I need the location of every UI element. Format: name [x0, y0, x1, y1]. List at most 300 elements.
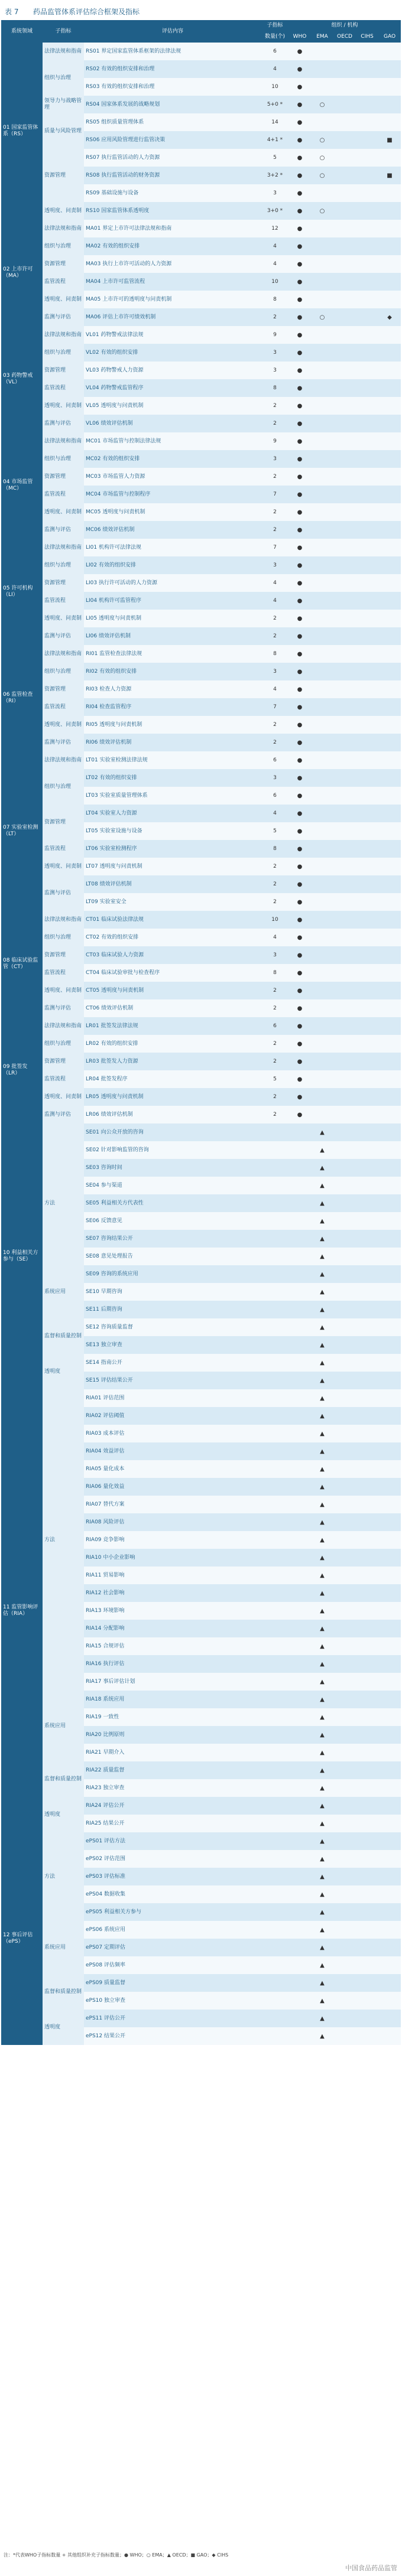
body-mark-cell: [378, 1584, 401, 1602]
count-cell: 5: [261, 1070, 288, 1088]
count-cell: 3: [261, 184, 288, 202]
body-mark-cell: [333, 1744, 356, 1761]
count-cell: 8: [261, 645, 288, 663]
body-mark-cell: [333, 1318, 356, 1336]
count-cell: [261, 1265, 288, 1283]
body-mark-cell: [356, 999, 378, 1017]
table-row: [1, 379, 401, 397]
body-mark-cell: [311, 982, 333, 999]
body-mark-cell: [311, 220, 333, 237]
body-mark-cell: ●: [288, 344, 311, 362]
table-row: [1, 96, 401, 113]
system-cell: 07 实验室检测（LT）: [1, 751, 43, 911]
count-cell: [261, 1354, 288, 1372]
body-mark-cell: [378, 610, 401, 627]
body-mark-cell: [356, 2010, 378, 2027]
body-mark-cell: ▲: [311, 1549, 333, 1567]
body-mark-cell: [333, 503, 356, 521]
count-cell: 4: [261, 805, 288, 822]
body-mark-cell: ●: [288, 96, 311, 113]
body-mark-cell: [333, 1159, 356, 1177]
table-row: [1, 237, 401, 255]
table-footer: [0, 2551, 402, 2576]
count-cell: 2: [261, 521, 288, 539]
body-mark-cell: [356, 1868, 378, 1885]
body-mark-cell: [311, 237, 333, 255]
table-row: [1, 468, 401, 486]
body-mark-cell: [378, 805, 401, 822]
content-cell: ePS09 质量监督: [84, 1974, 261, 1992]
body-mark-cell: [378, 574, 401, 592]
content-cell: CT01 临床试验法律法规: [84, 911, 261, 929]
body-mark-cell: [333, 326, 356, 344]
body-mark-cell: [333, 1053, 356, 1070]
body-mark-cell: [288, 1177, 311, 1194]
body-mark-cell: [333, 1336, 356, 1354]
content-cell: SE12 咨询质量监督: [84, 1318, 261, 1336]
count-cell: 4: [261, 680, 288, 698]
subindicator-cell: 透明度: [43, 2010, 84, 2045]
content-cell: MC02 有效的组织安排: [84, 450, 261, 468]
body-mark-cell: [378, 1974, 401, 1992]
body-mark-cell: [333, 1531, 356, 1549]
body-mark-cell: ●: [288, 858, 311, 875]
content-cell: ePS12 结果公开: [84, 2027, 261, 2045]
subindicator-cell: 监督和质量控制: [43, 1974, 84, 2010]
body-mark-cell: [288, 1850, 311, 1868]
body-mark-cell: [356, 1070, 378, 1088]
count-cell: [261, 1992, 288, 2010]
body-mark-cell: [378, 1815, 401, 1832]
content-cell: ePS07 定期评估: [84, 1939, 261, 1956]
content-cell: MC04 市场监管与控制程序: [84, 486, 261, 503]
body-mark-cell: [378, 415, 401, 432]
count-cell: 2: [261, 1035, 288, 1053]
count-cell: [261, 1442, 288, 1460]
body-mark-cell: [356, 1885, 378, 1903]
subindicator-cell: 法律法规和指南: [43, 43, 84, 60]
content-cell: RIA15 合规评估: [84, 1637, 261, 1655]
count-cell: [261, 1974, 288, 1992]
subindicator-cell: 法律法规和指南: [43, 539, 84, 556]
body-mark-cell: [311, 273, 333, 291]
subindicator-cell: 监督和质量控制: [43, 1761, 84, 1797]
content-cell: RS07 执行监管活动的人力资源: [84, 149, 261, 167]
body-mark-cell: [333, 344, 356, 362]
body-mark-cell: ▲: [311, 1708, 333, 1726]
body-mark-cell: [333, 858, 356, 875]
body-mark-cell: [356, 1407, 378, 1425]
body-mark-cell: [333, 539, 356, 556]
body-mark-cell: [356, 1159, 378, 1177]
body-mark-cell: [378, 1992, 401, 2010]
body-mark-cell: [333, 202, 356, 220]
body-mark-cell: [356, 1815, 378, 1832]
body-mark-cell: [378, 1070, 401, 1088]
count-cell: [261, 1212, 288, 1230]
table-row: [1, 450, 401, 468]
body-mark-cell: ●: [288, 610, 311, 627]
count-cell: [261, 1425, 288, 1442]
content-cell: SE10 早期咨询: [84, 1283, 261, 1301]
body-mark-cell: [333, 1921, 356, 1939]
subindicator-cell: 透明度: [43, 1797, 84, 1832]
count-cell: [261, 1921, 288, 1939]
body-mark-cell: [356, 875, 378, 893]
subindicator-cell: 监管流程: [43, 379, 84, 397]
subindicator-cell: 法律法规和指南: [43, 645, 84, 663]
body-mark-cell: [333, 1761, 356, 1779]
body-mark-cell: ▲: [311, 1389, 333, 1407]
subindicator-cell: 监测与评估: [43, 1106, 84, 1123]
body-mark-cell: [356, 379, 378, 397]
body-mark-cell: ●: [288, 893, 311, 911]
body-mark-cell: [356, 1336, 378, 1354]
body-mark-cell: ●: [288, 149, 311, 167]
table-row: [1, 432, 401, 450]
body-mark-cell: [356, 167, 378, 184]
content-cell: LT04 实验室人力资源: [84, 805, 261, 822]
subindicator-cell: 资源管理: [43, 255, 84, 273]
body-mark-cell: [333, 1265, 356, 1283]
body-mark-cell: [288, 1123, 311, 1141]
body-mark-cell: [311, 929, 333, 946]
body-mark-cell: [378, 397, 401, 415]
body-mark-cell: [378, 1620, 401, 1637]
body-mark-cell: [311, 415, 333, 432]
body-mark-cell: [356, 1797, 378, 1815]
body-mark-cell: [356, 1779, 378, 1797]
body-mark-cell: [356, 220, 378, 237]
content-cell: RIA02 评估阈值: [84, 1407, 261, 1425]
subindicator-cell: 质量与风险管理: [43, 113, 84, 149]
body-mark-cell: [311, 539, 333, 556]
table-title: [0, 5, 402, 18]
body-mark-cell: [288, 1815, 311, 1832]
table-row: [1, 344, 401, 362]
body-mark-cell: [288, 1372, 311, 1389]
table-row: [1, 1035, 401, 1053]
content-cell: LR02 有效的组织安排: [84, 1035, 261, 1053]
body-mark-cell: [333, 999, 356, 1017]
body-mark-cell: [356, 787, 378, 805]
body-mark-cell: [356, 1106, 378, 1123]
table-footnote: 注：*代表WHO子指标数量 + 其他组织补充子指标数量；● WHO；○ EMA；▲ OECD；■ GAO；◆ CIHS: [4, 2552, 229, 2558]
body-mark-cell: [356, 1141, 378, 1159]
content-cell: VL04 药物警戒监管程序: [84, 379, 261, 397]
body-mark-cell: [356, 273, 378, 291]
table-row: [1, 1017, 401, 1035]
content-cell: LI03 执行许可活动的人力资源: [84, 574, 261, 592]
body-mark-cell: [311, 751, 333, 769]
system-cell: 04 市场监管（MC）: [1, 432, 43, 539]
body-mark-cell: [333, 60, 356, 78]
content-cell: RIA06 量化效益: [84, 1478, 261, 1496]
content-cell: RIA19 一致性: [84, 1708, 261, 1726]
body-mark-cell: [378, 255, 401, 273]
content-cell: RI02 有效的组织安排: [84, 663, 261, 680]
body-mark-cell: [378, 787, 401, 805]
subindicator-cell: 监管流程: [43, 1070, 84, 1088]
body-mark-cell: [311, 450, 333, 468]
body-mark-cell: [378, 929, 401, 946]
subindicator-cell: 法律法规和指南: [43, 220, 84, 237]
body-mark-cell: [333, 1070, 356, 1088]
body-mark-cell: [311, 344, 333, 362]
body-mark-cell: [378, 432, 401, 450]
header-system: 系统领域: [1, 20, 43, 43]
body-mark-cell: [333, 78, 356, 96]
body-mark-cell: [356, 78, 378, 96]
table-row: [1, 503, 401, 521]
table-row: [1, 1123, 401, 1141]
body-mark-cell: [356, 1549, 378, 1567]
content-cell: LI02 有效的组织安排: [84, 556, 261, 574]
body-mark-cell: ●: [288, 255, 311, 273]
content-cell: MA04 上市许可监管流程: [84, 273, 261, 291]
body-mark-cell: [356, 1513, 378, 1531]
table-row: [1, 1106, 401, 1123]
body-mark-cell: [356, 1318, 378, 1336]
body-mark-cell: ▲: [311, 1637, 333, 1655]
subindicator-cell: 组织与治理: [43, 663, 84, 680]
content-cell: RI03 检查人力资源: [84, 680, 261, 698]
body-mark-cell: [356, 556, 378, 574]
header-count: 数量(个): [261, 31, 288, 43]
body-mark-cell: ●: [288, 1017, 311, 1035]
body-mark-cell: [378, 1797, 401, 1815]
body-mark-cell: ●: [288, 769, 311, 787]
count-cell: 3: [261, 450, 288, 468]
body-mark-cell: [288, 1318, 311, 1336]
body-mark-cell: [288, 1691, 311, 1708]
body-mark-cell: [356, 362, 378, 379]
table-row: [1, 149, 401, 167]
body-mark-cell: [333, 1726, 356, 1744]
body-mark-cell: [378, 220, 401, 237]
body-mark-cell: [311, 698, 333, 716]
system-cell: 12 事后评估（ePS）: [1, 1832, 43, 2045]
body-mark-cell: [356, 415, 378, 432]
body-mark-cell: ●: [288, 362, 311, 379]
body-mark-cell: [356, 1761, 378, 1779]
body-mark-cell: ●: [288, 680, 311, 698]
content-cell: MA02 有效的组织安排: [84, 237, 261, 255]
body-mark-cell: ●: [288, 202, 311, 220]
body-mark-cell: [333, 1939, 356, 1956]
count-cell: [261, 1815, 288, 1832]
body-mark-cell: ▲: [311, 1141, 333, 1159]
content-cell: RIA21 早期介入: [84, 1744, 261, 1761]
body-mark-cell: [333, 1248, 356, 1265]
body-mark-cell: [356, 627, 378, 645]
subindicator-cell: 资源管理: [43, 574, 84, 592]
body-mark-cell: [356, 1974, 378, 1992]
body-mark-cell: [378, 539, 401, 556]
content-cell: RS03 有效的组织安排和治理: [84, 78, 261, 96]
body-mark-cell: [378, 1761, 401, 1779]
body-mark-cell: [378, 1230, 401, 1248]
content-cell: LI04 机构许可监管程序: [84, 592, 261, 610]
body-mark-cell: ●: [288, 60, 311, 78]
table-row: [1, 1921, 401, 1939]
count-cell: [261, 1797, 288, 1815]
body-mark-cell: [288, 1620, 311, 1637]
body-mark-cell: ●: [288, 805, 311, 822]
body-mark-cell: [356, 1017, 378, 1035]
body-mark-cell: [356, 1442, 378, 1460]
body-mark-cell: [356, 1903, 378, 1921]
body-mark-cell: [378, 1212, 401, 1230]
body-mark-cell: [356, 1230, 378, 1248]
body-mark-cell: [378, 1868, 401, 1885]
body-mark-cell: [333, 1177, 356, 1194]
body-mark-cell: [288, 1549, 311, 1567]
subindicator-cell: 透明度、问责制: [43, 982, 84, 999]
body-mark-cell: [378, 1248, 401, 1265]
body-mark-cell: ●: [288, 273, 311, 291]
body-mark-cell: [378, 291, 401, 308]
content-cell: CT05 透明度与问责机制: [84, 982, 261, 999]
body-mark-cell: [288, 1407, 311, 1425]
body-mark-cell: ○: [311, 202, 333, 220]
body-mark-cell: ●: [288, 1088, 311, 1106]
subindicator-cell: 监测与评估: [43, 415, 84, 432]
subindicator-cell: 领导力与战略管理: [43, 96, 84, 113]
body-mark-cell: [333, 167, 356, 184]
body-mark-cell: [356, 113, 378, 131]
body-mark-cell: [333, 96, 356, 113]
content-cell: CT04 临床试验审批与检查程序: [84, 964, 261, 982]
subindicator-cell: 资源管理: [43, 680, 84, 698]
count-cell: 4: [261, 255, 288, 273]
body-mark-cell: [333, 1779, 356, 1797]
body-mark-cell: [378, 999, 401, 1017]
body-mark-cell: [356, 680, 378, 698]
body-mark-cell: [333, 769, 356, 787]
content-cell: SE01 向公众开放的咨询: [84, 1123, 261, 1141]
body-mark-cell: [378, 946, 401, 964]
body-mark-cell: ▲: [311, 1265, 333, 1283]
subindicator-cell: 组织与治理: [43, 556, 84, 574]
body-mark-cell: [311, 397, 333, 415]
body-mark-cell: [333, 1956, 356, 1974]
count-cell: 7: [261, 539, 288, 556]
count-cell: [261, 1283, 288, 1301]
body-mark-cell: [288, 1478, 311, 1496]
body-mark-cell: [333, 1567, 356, 1584]
body-mark-cell: [288, 1761, 311, 1779]
count-cell: 8: [261, 964, 288, 982]
body-mark-cell: [333, 946, 356, 964]
table-row: [1, 397, 401, 415]
subindicator-cell: 监管流程: [43, 698, 84, 716]
body-mark-cell: [378, 1531, 401, 1549]
count-cell: 3: [261, 769, 288, 787]
body-mark-cell: [333, 1354, 356, 1372]
table-row: [1, 769, 401, 787]
body-mark-cell: [288, 1903, 311, 1921]
content-cell: SE02 针对影响监管的咨询: [84, 1141, 261, 1159]
body-mark-cell: ●: [288, 840, 311, 858]
body-mark-cell: [356, 202, 378, 220]
body-mark-cell: [333, 450, 356, 468]
body-mark-cell: [378, 1885, 401, 1903]
body-mark-cell: ▲: [311, 1407, 333, 1425]
content-cell: LR06 绩效评估机制: [84, 1106, 261, 1123]
body-mark-cell: [378, 2027, 401, 2045]
count-cell: [261, 1726, 288, 1744]
body-mark-cell: [311, 680, 333, 698]
body-mark-cell: [288, 1425, 311, 1442]
body-mark-cell: [356, 397, 378, 415]
body-mark-cell: [356, 1425, 378, 1442]
table-row: [1, 1797, 401, 1815]
body-mark-cell: [333, 237, 356, 255]
count-cell: [261, 1850, 288, 1868]
body-mark-cell: [288, 1230, 311, 1248]
count-cell: 5: [261, 822, 288, 840]
subindicator-cell: 组织与治理: [43, 344, 84, 362]
body-mark-cell: ●: [288, 751, 311, 769]
subindicator-cell: 法律法规和指南: [43, 751, 84, 769]
body-mark-cell: [356, 60, 378, 78]
body-mark-cell: [356, 1708, 378, 1726]
body-mark-cell: [288, 1779, 311, 1797]
subindicator-cell: 方法: [43, 1141, 84, 1265]
body-mark-cell: [333, 521, 356, 539]
body-mark-cell: ▲: [311, 1903, 333, 1921]
body-mark-cell: [333, 1868, 356, 1885]
body-mark-cell: [356, 1531, 378, 1549]
body-mark-cell: [356, 982, 378, 999]
subindicator-cell: 组织与治理: [43, 60, 84, 96]
body-mark-cell: [333, 1691, 356, 1708]
body-mark-cell: [288, 1336, 311, 1354]
content-cell: RS01 界定国家监管体系框架的法律法规: [84, 43, 261, 60]
table-row: [1, 1354, 401, 1372]
body-mark-cell: [311, 663, 333, 680]
body-mark-cell: [311, 1070, 333, 1088]
body-mark-cell: [378, 1478, 401, 1496]
table-row: [1, 415, 401, 432]
content-cell: SE14 指南公开: [84, 1354, 261, 1372]
count-cell: 2: [261, 893, 288, 911]
body-mark-cell: [333, 291, 356, 308]
body-mark-cell: ▲: [311, 1336, 333, 1354]
count-cell: 4: [261, 60, 288, 78]
subindicator-cell: 系统应用: [43, 1691, 84, 1761]
body-mark-cell: [378, 1053, 401, 1070]
body-mark-cell: [356, 574, 378, 592]
body-mark-cell: ▲: [311, 1885, 333, 1903]
body-mark-cell: [356, 698, 378, 716]
count-cell: [261, 1549, 288, 1567]
table-row: [1, 539, 401, 556]
subindicator-cell: 系统应用: [43, 1265, 84, 1318]
body-mark-cell: ▲: [311, 1620, 333, 1637]
content-cell: ePS10 独立审查: [84, 1992, 261, 2010]
content-cell: RS04 国家体系发展的战略规划: [84, 96, 261, 113]
body-mark-cell: [333, 875, 356, 893]
table-row: [1, 60, 401, 78]
subindicator-cell: 监测与评估: [43, 521, 84, 539]
body-mark-cell: [288, 1992, 311, 2010]
body-mark-cell: [378, 2010, 401, 2027]
body-mark-cell: [356, 503, 378, 521]
count-cell: [261, 1230, 288, 1248]
body-mark-cell: ▲: [311, 1372, 333, 1389]
